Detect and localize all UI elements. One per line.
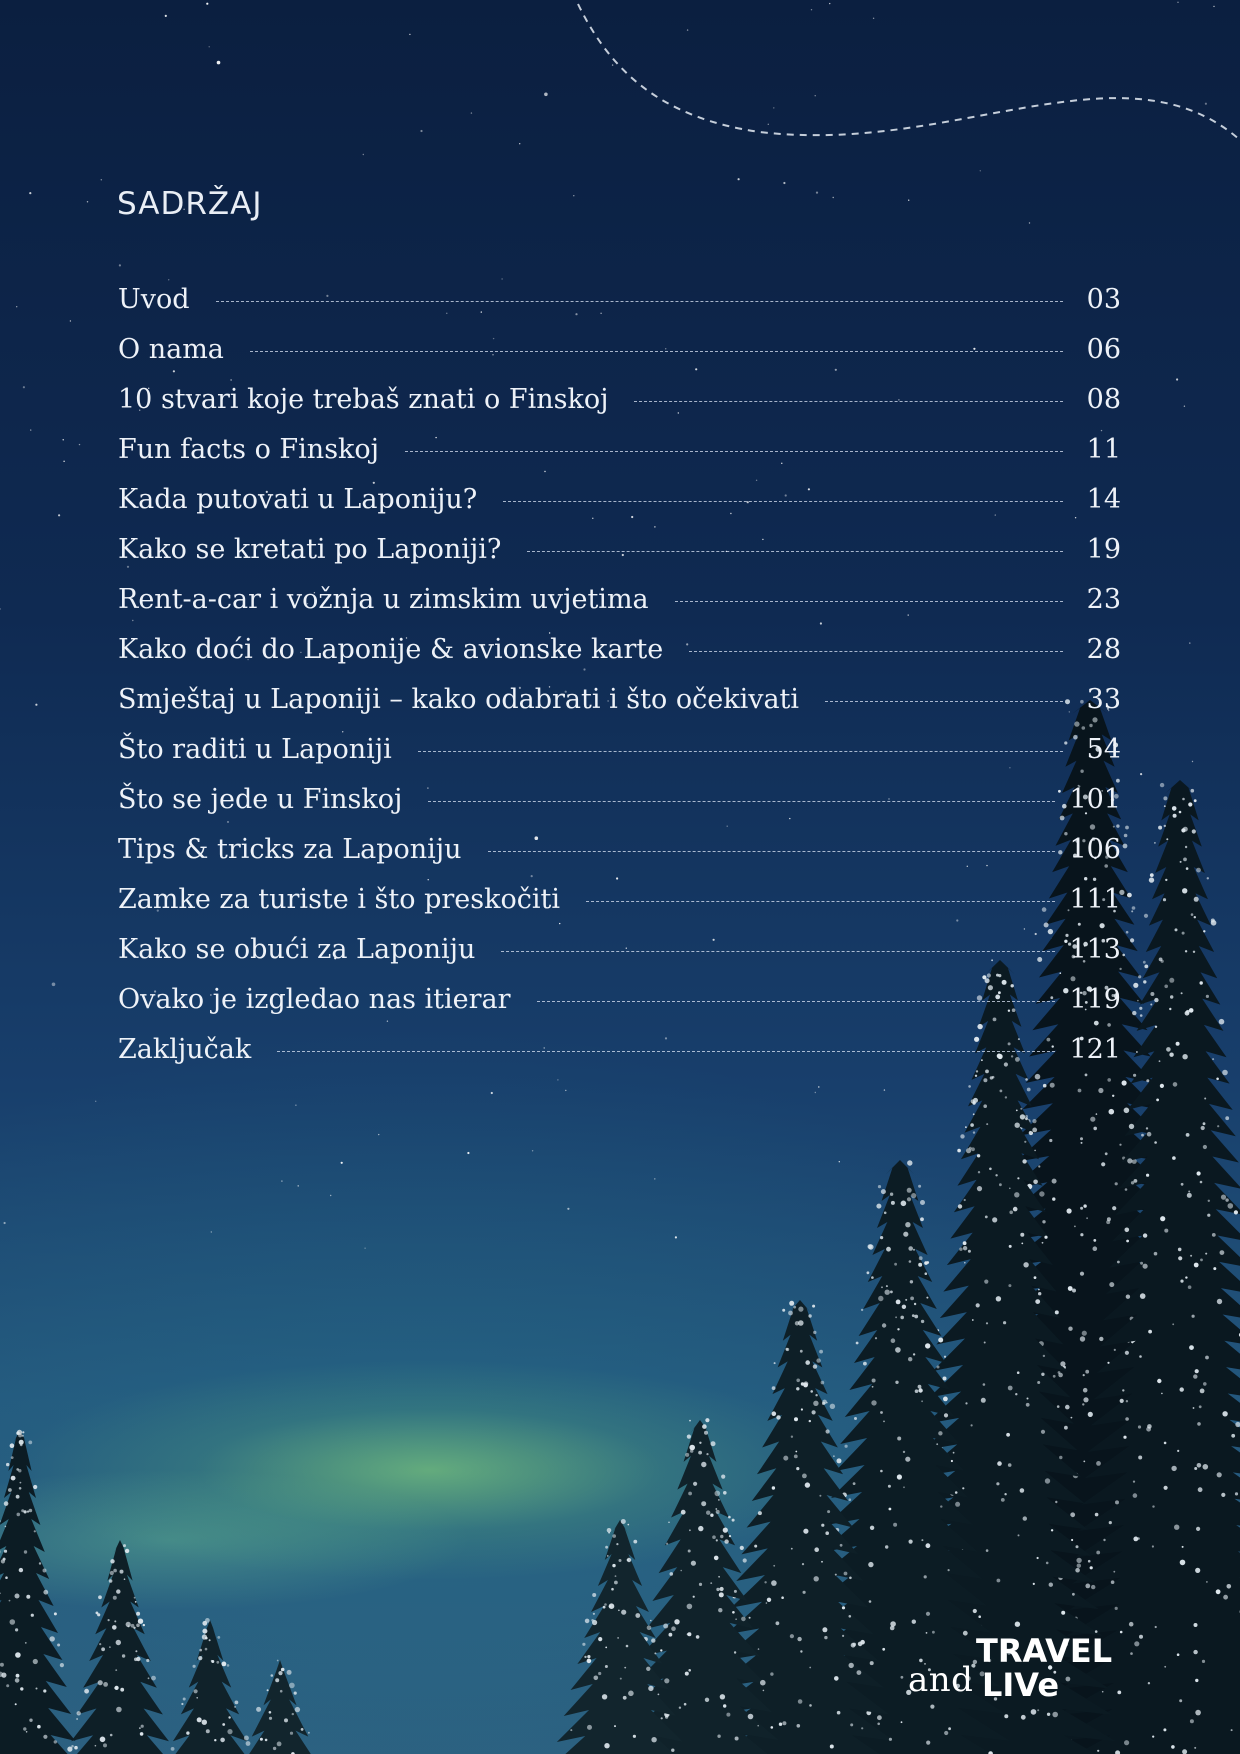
toc-entry[interactable] [118, 484, 1121, 534]
toc-entry[interactable] [118, 584, 1121, 634]
toc-leader-dots [488, 851, 1056, 852]
toc-entry-page-number: 06 [1086, 334, 1121, 365]
toc-entry-title: Kako doći do Laponije & avionske karte [118, 634, 664, 665]
toc-leader-dots [689, 651, 1063, 652]
toc-entry-title: Zamke za turiste i što preskočiti [118, 884, 560, 915]
toc-entry-title: Zaključak [118, 1034, 252, 1065]
toc-leader-dots [250, 351, 1063, 352]
toc-entry[interactable] [118, 534, 1121, 584]
toc-leader-dots [501, 951, 1055, 952]
toc-entry[interactable] [118, 284, 1121, 334]
toc-leader-dots [634, 401, 1063, 402]
toc-entry-page-number: 14 [1086, 484, 1121, 515]
toc-entry-page-number: 54 [1086, 734, 1121, 765]
toc-entry-page-number: 33 [1086, 684, 1121, 715]
toc-leader-dots [277, 1051, 1055, 1052]
brand-and-text: and [908, 1660, 974, 1700]
toc-entry-title: 10 stvari koje trebaš znati o Finskoj [118, 384, 609, 415]
toc-entry[interactable] [118, 984, 1121, 1034]
toc-leader-dots [418, 751, 1063, 752]
toc-entry-page-number: 23 [1086, 584, 1121, 615]
toc-entry[interactable] [118, 734, 1121, 784]
toc-entry[interactable] [118, 1034, 1121, 1084]
toc-leader-dots [527, 551, 1063, 552]
brand-travel-text: TRAVEL [976, 1632, 1113, 1670]
toc-leader-dots [825, 701, 1063, 702]
toc-entry-page-number: 106 [1069, 834, 1121, 865]
toc-entry-title: Kada putovati u Laponiju? [118, 484, 478, 515]
toc-entry[interactable] [118, 884, 1121, 934]
toc-entry-page-number: 03 [1086, 284, 1121, 315]
toc-title: SADRŽAJ [117, 186, 263, 222]
toc-entry-page-number: 121 [1069, 1034, 1121, 1065]
brand-live-text: LIVe [982, 1666, 1060, 1704]
toc-entry[interactable] [118, 434, 1121, 484]
toc-entry-title: Fun facts o Finskoj [118, 434, 380, 465]
toc-entry-page-number: 08 [1086, 384, 1121, 415]
brand-logo [906, 1632, 1122, 1708]
toc-entry-page-number: 111 [1069, 884, 1121, 915]
toc-leader-dots [216, 301, 1063, 302]
toc-entry[interactable] [118, 384, 1121, 434]
toc-entry[interactable] [118, 334, 1121, 384]
toc-entry-title: Kako se kretati po Laponiji? [118, 534, 502, 565]
toc-entry[interactable] [118, 634, 1121, 684]
toc-entry-page-number: 19 [1086, 534, 1121, 565]
toc-entry[interactable] [118, 834, 1121, 884]
table-of-contents [118, 284, 1121, 1084]
toc-leader-dots [503, 501, 1063, 502]
toc-entry-title: Smještaj u Laponiji – kako odabrati i što očekivati [118, 684, 800, 715]
toc-leader-dots [586, 901, 1055, 902]
toc-entry[interactable] [118, 934, 1121, 984]
toc-entry-title: Tips & tricks za Laponiju [118, 834, 462, 865]
toc-entry-title: Ovako je izgledao nas itierar [118, 984, 511, 1015]
toc-leader-dots [537, 1001, 1056, 1002]
toc-entry-title: O nama [118, 334, 224, 365]
toc-leader-dots [405, 451, 1063, 452]
toc-entry-title: Uvod [118, 284, 190, 315]
toc-entry[interactable] [118, 684, 1121, 734]
toc-entry-title: Što raditi u Laponiji [118, 734, 392, 765]
toc-leader-dots [428, 801, 1055, 802]
toc-leader-dots [675, 601, 1063, 602]
toc-entry-page-number: 113 [1069, 934, 1121, 965]
toc-entry-title: Rent-a-car i vožnja u zimskim uvjetima [118, 584, 649, 615]
toc-entry-page-number: 28 [1086, 634, 1121, 665]
toc-entry-page-number: 101 [1069, 784, 1121, 815]
toc-entry-title: Što se jede u Finskoj [118, 784, 403, 815]
toc-entry-title: Kako se obući za Laponiju [118, 934, 476, 965]
toc-entry[interactable] [118, 784, 1121, 834]
toc-entry-page-number: 119 [1069, 984, 1121, 1015]
toc-entry-page-number: 11 [1086, 434, 1121, 465]
